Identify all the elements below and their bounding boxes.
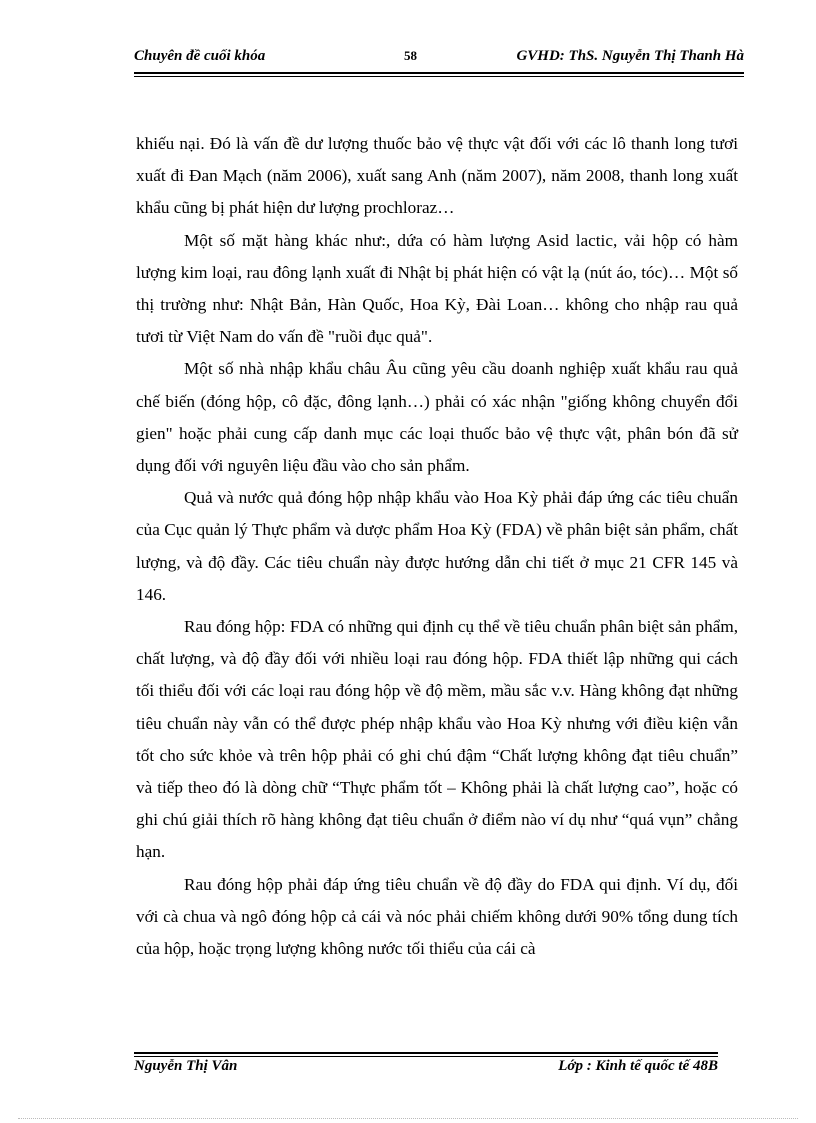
header-supervisor: GVHD: ThS. Nguyễn Thị Thanh Hà xyxy=(516,48,744,64)
footer-rule-thin xyxy=(134,1056,718,1057)
footer-class: Lớp : Kinh tế quốc tế 48B xyxy=(558,1058,718,1074)
header-rule-thin xyxy=(134,76,744,77)
page-edge xyxy=(18,1118,798,1119)
page-footer xyxy=(134,1058,718,1080)
page-header xyxy=(134,48,744,70)
paragraph: Rau đóng hộp phải đáp ứng tiêu chuẩn về độ đầy do FDA qui định. Ví dụ, đối với cà chua và ngô đóng hộp cả cái và nóc phải chiếm không dưới 90% tổng dung tích của hộp, hoặc trọng lượng không nước tối thiểu của cái cà xyxy=(136,874,738,959)
paragraph: Rau đóng hộp: FDA có những qui định cụ thể về tiêu chuẩn phân biệt sản phẩm, chất lượng, và độ đầy đối với nhiều loại rau đóng hộp. FDA thiết lập những qui cách tối thiểu đối với các loại rau đóng hộp về độ mềm, mầu sắc v.v. Hàng không đạt những tiêu chuẩn này vẫn có thể được phép nhập khẩu vào Hoa Kỳ nhưng với điều kiện vẫn tốt cho sức khỏe và trên hộp phải có ghi chú đậm “Chất lượng không đạt tiêu chuẩn” và tiếp theo đó là dòng chữ “Thực phẩm tốt – Không phải là chất lượng cao”, hoặc có ghi chú giải thích rõ hàng không đạt tiêu chuẩn ở điểm nào ví dụ như “quá vụn” chẳng hạn. xyxy=(136,617,738,862)
paragraph: Một số mặt hàng khác như:, dứa có hàm lượng Asid lactic, vải hộp có hàm lượng kim loại, rau đông lạnh xuất đi Nhật bị phát hiện có vật lạ (nút áo, tóc)… Một số thị trường như: Nhật Bản, Hàn Quốc, Hoa Kỳ, Đài Loan… không cho nhập rau quả tươi từ Việt Nam do vấn đề "ruồi đục quả". xyxy=(136,230,738,347)
paragraph: Một số nhà nhập khẩu châu Âu cũng yêu cầu doanh nghiệp xuất khẩu rau quả chế biến (đóng hộp, cô đặc, đông lạnh…) phải có xác nhận "giống không chuyển đổi gien" hoặc phải cung cấp danh mục các loại thuốc bảo vệ thực vật, phân bón đã sử dụng đối với nguyên liệu đầu vào cho sản phẩm. xyxy=(136,359,738,476)
paragraph: Quả và nước quả đóng hộp nhập khẩu vào Hoa Kỳ phải đáp ứng các tiêu chuẩn của Cục quản lý Thực phẩm và dược phẩm Hoa Kỳ (FDA) về phân biệt sản phẩm, chất lượng, và độ đầy. Các tiêu chuẩn này được hướng dẫn chi tiết ở mục 21 CFR 145 và 146. xyxy=(136,488,738,604)
page-number: 58 xyxy=(404,48,417,63)
paragraph: khiếu nại. Đó là vấn đề dư lượng thuốc bảo vệ thực vật đối với các lô thanh long tươi xuất đi Đan Mạch (năm 2006), xuất sang Anh (năm 2007), năm 2008, thanh long xuất khẩu cũng bị phát hiện dư lượng prochloraz… xyxy=(136,134,738,218)
body-text xyxy=(136,128,738,965)
footer-author: Nguyễn Thị Vân xyxy=(134,1058,238,1074)
footer-rule xyxy=(134,1052,718,1054)
header-title: Chuyên đề cuối khóa xyxy=(134,48,266,64)
header-rule xyxy=(134,72,744,74)
